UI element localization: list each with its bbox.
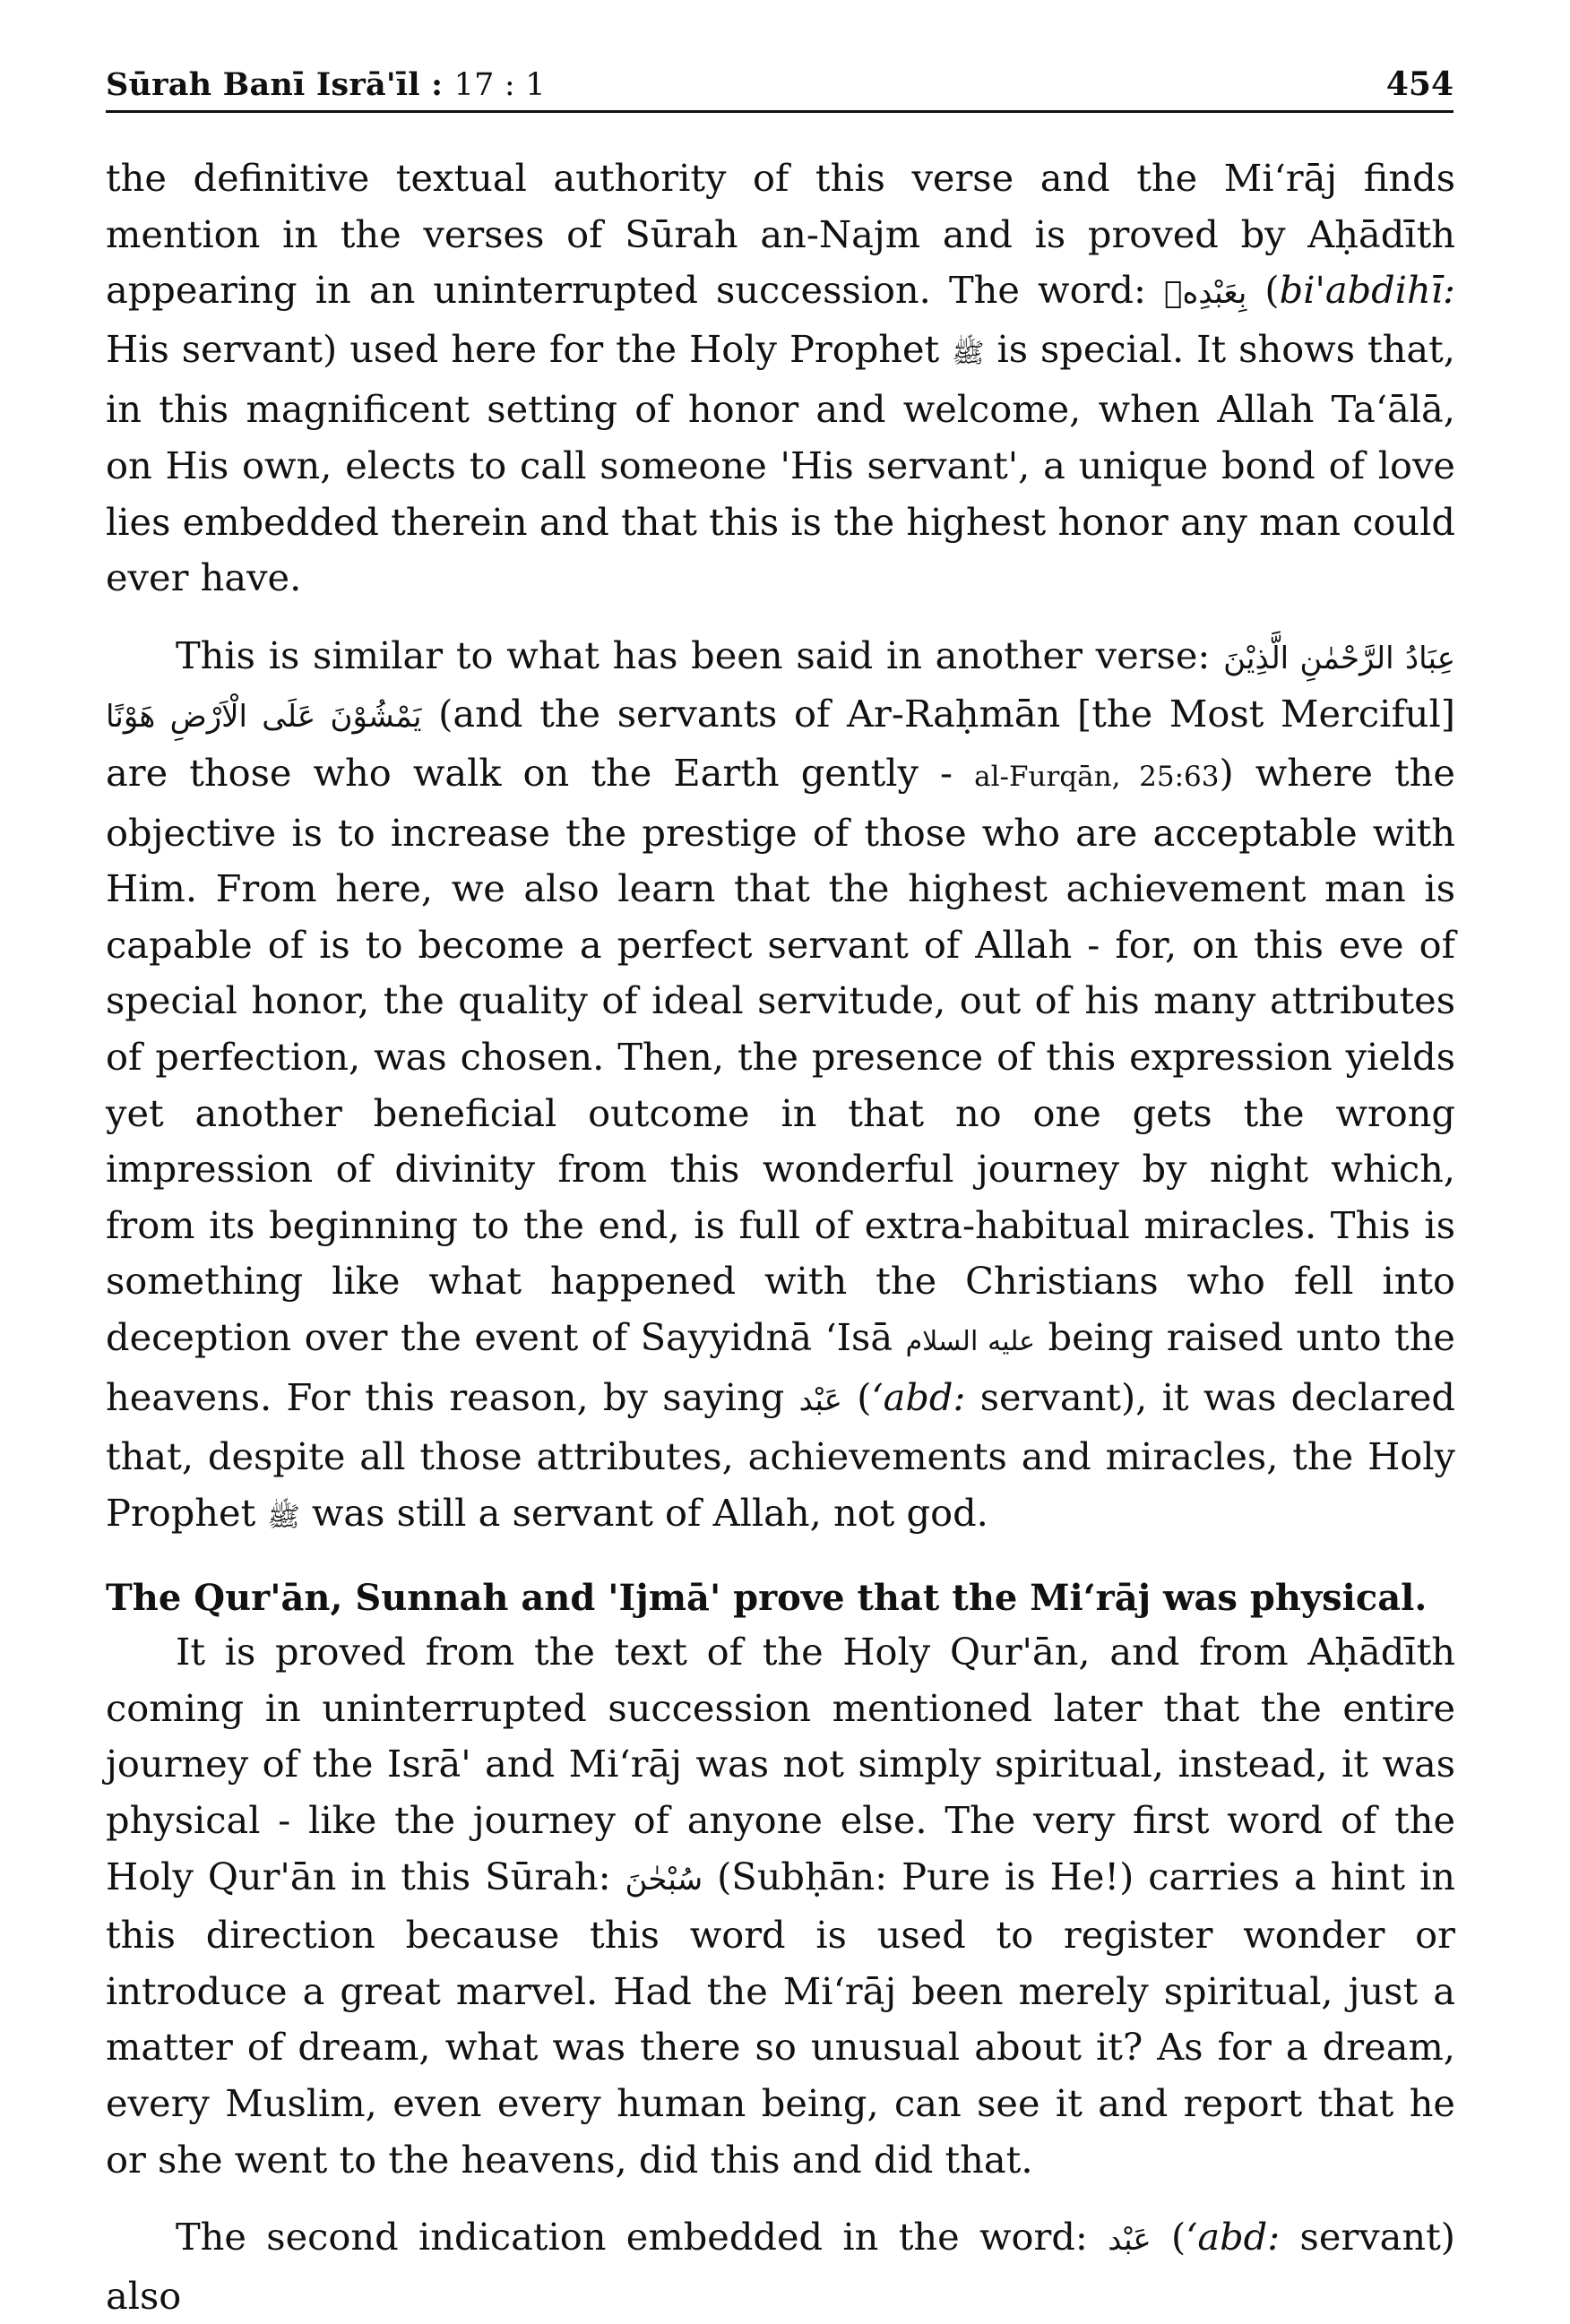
arabic-verse-quote: عِبَادُ الرَّحْمٰنِ الَّذِيْنَ يَمْشُوْنَ عَلَى الْاَرْضِ هَوْنًا bbox=[106, 640, 1456, 736]
salutation-glyph: عليه السلام bbox=[905, 1325, 1036, 1357]
text-run: the definitive textual authority of this verse and the Mi‘rāj finds mention in the verses of Sūrah an-Najm and is proved by Aḥādīth appearing in an uninterrupted succession. The word: bbox=[106, 156, 1455, 313]
transliteration: bi'abdihī: bbox=[1279, 268, 1456, 313]
text-run: (Subḥān: Pure is He!) carries a hint in this direction because this word is used to register wonder or introduce a great marvel. Had the Mi‘rāj been merely spiritual, just a matter of dream, what was there so unusual about it? As for a dream, every Muslim, even every human being, can see it and report that he or she went to the heavens, did this and did that. bbox=[106, 1854, 1455, 2182]
arabic-subhan: سُبْحٰنَ bbox=[625, 1861, 703, 1898]
text-run: ( bbox=[841, 1375, 872, 1420]
arabic-abd: عَبْد bbox=[798, 1382, 842, 1419]
text-run: It is proved from the text of the Holy Qur'ān, and from Aḥādīth coming in uninterrupted succession mentioned later that the entire journey of the Isrā' and Mi‘rāj was not simply spiritual, instead, it was physical - like the journey of anyone else. The very first word of the Holy Qur'ān in this Sūrah: bbox=[106, 1630, 1455, 1898]
paragraph-3 bbox=[106, 1624, 1455, 2188]
text-run: ) where the objective is to increase the prestige of those who are acceptable with Him. From here, we also learn that the highest achievement man is capable of is to become a perfect servant of Allah - for, on this eve of special honor, the quality of ideal servitude, out of his many attributes of perfection, was chosen. Then, the presence of this expression yields yet another beneficial outcome in that no one gets the wrong impression of divinity from this wonderful journey by night which, from its beginning to the end, is full of extra-habitual miracles. This is something like what happened with the Christians who fell into deception over the event of Sayyidnā ‘Isā bbox=[106, 750, 1455, 1359]
paragraph-1 bbox=[106, 151, 1455, 607]
salutation-glyph: ﷺ bbox=[267, 1501, 300, 1533]
text-run: servant), it was declared that, despite all those attributes, achievements and miracles, the Holy Prophet bbox=[106, 1375, 1455, 1535]
paragraph-2 bbox=[106, 628, 1455, 1546]
text-run: ( bbox=[1151, 2215, 1186, 2259]
running-title bbox=[106, 66, 546, 103]
body-text bbox=[106, 151, 1455, 2324]
text-run: The second indication embedded in the word: bbox=[176, 2215, 1108, 2259]
paragraph-4 bbox=[106, 2209, 1455, 2324]
transliteration: ‘abd: bbox=[1186, 2215, 1281, 2259]
text-run: This is similar to what has been said in another verse: bbox=[176, 633, 1224, 677]
text-run: ( bbox=[1247, 268, 1280, 313]
text-run: is special. It shows that, in this magnificent setting of honor and welcome, when Allah Ta‘ālā, on His own, elects to call someone 'His servant', a unique bond of love lies embedded therein and that this is the highest honor any man could ever have. bbox=[106, 326, 1455, 600]
text-run: servant) also bbox=[106, 2215, 1456, 2318]
running-header bbox=[106, 59, 1454, 113]
text-run: (and the servants of Ar-Raḥmān [the Most Merciful] are those who walk on the Earth gently - bbox=[106, 692, 1455, 795]
page-number: 454 bbox=[1385, 65, 1454, 103]
text-run: being raised unto the heavens. For this reason, by saying bbox=[106, 1314, 1455, 1420]
section-heading: The Qur'ān, Sunnah and 'Ijmā' prove that the Mi‘rāj was physical. bbox=[106, 1577, 1428, 1620]
verse-reference: 17 : 1 bbox=[453, 67, 546, 103]
verse-citation: al-Furqān, 25:63 bbox=[974, 760, 1220, 793]
transliteration: ‘abd: bbox=[871, 1375, 966, 1420]
salutation-glyph: ﷺ bbox=[952, 337, 985, 369]
surah-name: Sūrah Banī Isrā'īl : bbox=[106, 66, 444, 103]
text-run: His servant) used here for the Holy Prophet bbox=[106, 326, 953, 371]
text-run: was still a servant of Allah, not god. bbox=[299, 1490, 988, 1535]
arabic-bi-abdihi: بِعَبْدِهٖ bbox=[1164, 275, 1247, 312]
arabic-abd: عَبْد bbox=[1108, 2222, 1152, 2259]
